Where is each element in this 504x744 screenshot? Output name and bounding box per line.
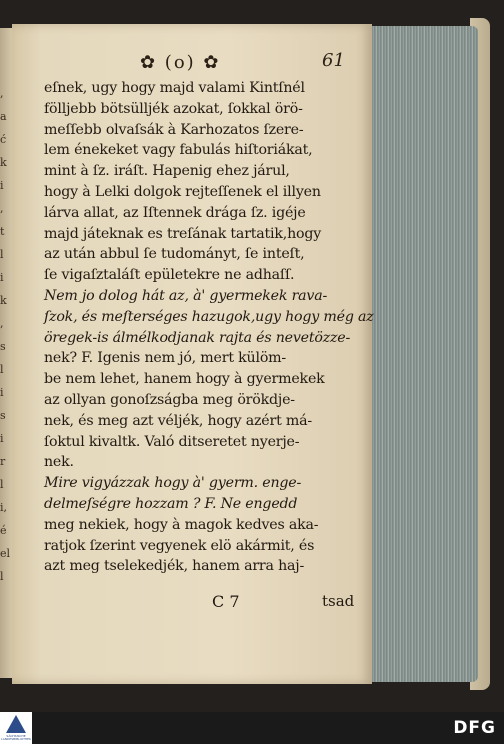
signature-mark: C 7 bbox=[212, 592, 240, 611]
page-header bbox=[12, 52, 384, 76]
page-footer bbox=[12, 592, 384, 614]
margin-fragment: , bbox=[0, 202, 4, 215]
margin-fragment: r bbox=[0, 455, 6, 468]
text-line: Nem jo dolog hát az, à' gyermekek rava- bbox=[44, 288, 328, 304]
text-line: fölljebb bötsülljék azokat, ſokkal örö- bbox=[44, 100, 303, 117]
dfg-logo[interactable]: DFG bbox=[453, 718, 496, 738]
text-line: nek? F. Igenis nem jó, mert külöm- bbox=[44, 350, 287, 367]
margin-fragment: i bbox=[0, 179, 4, 192]
margin-fragment: s bbox=[0, 340, 6, 353]
library-logo-icon bbox=[6, 715, 26, 733]
library-logo-caption: SÄCHSISCHE LANDESBIBLIOTHEK bbox=[1, 734, 32, 741]
text-line: ſe vigaſztaláſt epületekre ne adhaſſ. bbox=[44, 267, 295, 284]
text-line: meg nekiek, hogy à magok kedves aka- bbox=[44, 516, 319, 533]
text-line: lárva allat, az Iſtennek drága ſz. igéje bbox=[44, 204, 306, 221]
margin-fragment: l bbox=[0, 248, 4, 261]
margin-fragment: l bbox=[0, 363, 4, 376]
viewer-bottom-bar bbox=[0, 712, 504, 744]
text-line: öregek-is álmélkodjanak rajta és nevetözze- bbox=[44, 329, 351, 346]
text-line: nek, és meg azt véljék, hogy azért má- bbox=[44, 412, 312, 429]
margin-fragment: k bbox=[0, 294, 7, 307]
text-line: ratjok ſzerint vegyenek elö akármit, és bbox=[44, 537, 315, 554]
text-line: eſnek, ugy hogy majd valami Kintſnél bbox=[44, 80, 305, 96]
text-line: lem énekeket vagy fabulás hiſtoriákat, bbox=[44, 142, 313, 159]
catchword: tsad bbox=[322, 592, 355, 610]
text-line: hogy à Lelki dolgok rejteſſenek el illyen bbox=[44, 184, 321, 200]
page-number: 61 bbox=[322, 50, 345, 71]
margin-fragment: l bbox=[0, 570, 4, 583]
text-line: Mire vigyázzak hogy à' gyerm. enge- bbox=[44, 475, 302, 492]
margin-fragment: i bbox=[0, 386, 4, 399]
margin-fragment: el bbox=[0, 547, 11, 560]
margin-fragment: s bbox=[0, 409, 6, 422]
text-line: az ollyan gonoſzságba meg örökdje- bbox=[44, 392, 295, 408]
text-line: nek. bbox=[44, 454, 74, 471]
text-line: be nem lehet, hanem hogy à gyermekek bbox=[44, 371, 325, 388]
text-line: ſoktul kivaltk. Való ditseretet nyerje- bbox=[44, 433, 300, 450]
margin-fragment: k bbox=[0, 156, 7, 169]
margin-fragment: i bbox=[0, 432, 4, 445]
book-page bbox=[12, 24, 372, 684]
margin-fragment: i bbox=[0, 271, 4, 284]
text-line: delmeſségre hozzam ? F. Ne engedd bbox=[44, 496, 298, 512]
page-fore-edge bbox=[360, 26, 478, 682]
margin-fragment: , bbox=[0, 317, 4, 330]
text-line: azt meg tselekedjék, hanem arra haj- bbox=[44, 558, 305, 575]
margin-fragment: ć bbox=[0, 133, 7, 146]
margin-fragment: a bbox=[0, 110, 7, 123]
margin-fragment: i, bbox=[0, 501, 8, 514]
header-ornament: ✿ (o) ✿ bbox=[140, 52, 221, 73]
margin-fragment: é bbox=[0, 524, 7, 537]
text-line: ſzok, és meſterséges hazugok,ugy hogy még az bbox=[44, 308, 374, 325]
library-logo[interactable] bbox=[0, 712, 32, 744]
text-line: az után abbul ſe tudományt, ſe inteſt, bbox=[44, 246, 305, 263]
text-line: majd játeknak es treſának tartatik,hogy bbox=[44, 225, 322, 242]
margin-fragment: t bbox=[0, 225, 5, 238]
text-line: meſſebb olvaſsák à Karhozatos ſzere- bbox=[44, 121, 304, 138]
text-line: mint à ſz. iráſt. Hapenig ehez járul, bbox=[44, 163, 290, 180]
margin-fragment: l bbox=[0, 478, 4, 491]
margin-fragment: , bbox=[0, 87, 4, 100]
